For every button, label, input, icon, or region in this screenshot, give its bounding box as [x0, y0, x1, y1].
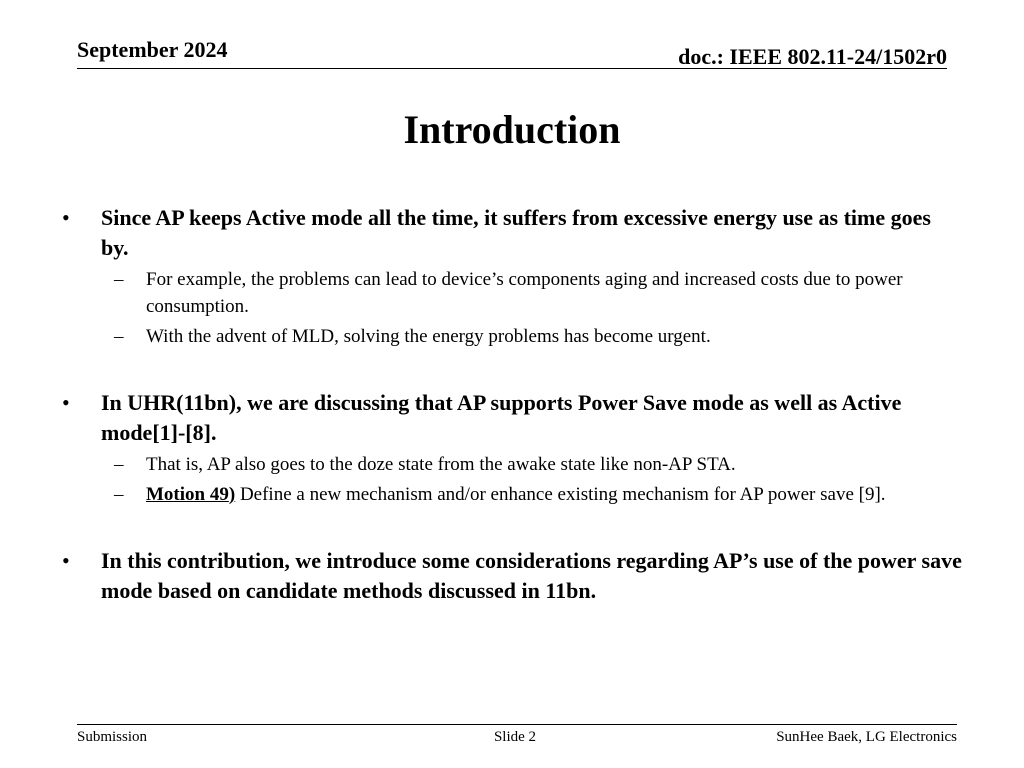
footer-author: SunHee Baek, LG Electronics: [776, 729, 957, 745]
header-divider: [77, 68, 947, 69]
dash-icon: –: [114, 326, 124, 347]
dash-icon: –: [114, 269, 124, 290]
motion-description: Define a new mechanism and/or enhance existing mechanism for AP power save [9].: [235, 484, 886, 505]
sub-bullet-item: [62, 266, 962, 320]
bullet-text: Since AP keeps Active mode all the time, it suffers from excessive energy use as time goes by.: [101, 205, 931, 260]
dash-icon: –: [114, 484, 124, 505]
sub-bullet-text: For example, the problems can lead to device’s components aging and increased costs due to power consumption.: [146, 269, 903, 317]
bullet-item: [62, 388, 962, 448]
bullet-dot-icon: •: [62, 548, 70, 573]
bullet-text: In this contribution, we introduce some considerations regarding AP’s use of the power save mode based on candidate methods discussed in 11bn.: [101, 548, 962, 603]
header-doc-id: doc.: IEEE 802.11-24/1502r0: [678, 44, 947, 69]
footer-submission: Submission: [77, 729, 148, 745]
sub-bullet-list: [62, 266, 962, 350]
bullet-dot-icon: •: [62, 205, 70, 230]
bullet-dot-icon: •: [62, 390, 70, 415]
bullet-text: In UHR(11bn), we are discussing that AP supports Power Save mode as well as Active mode[1]-[8].: [101, 390, 902, 445]
dash-icon: –: [114, 454, 124, 475]
motion-label: Motion 49): [146, 484, 236, 505]
sub-bullet-item: [62, 323, 962, 350]
sub-bullet-item: [62, 481, 962, 508]
sub-bullet-text: With the advent of MLD, solving the energy problems has become urgent.: [146, 326, 711, 347]
footer-slide-number: Slide 2: [493, 729, 537, 745]
sub-bullet-text: That is, AP also goes to the doze state from the awake state like non-AP STA.: [146, 454, 736, 475]
slide-title: Introduction: [403, 107, 621, 152]
header-date: September 2024: [77, 37, 228, 62]
slide-body: [62, 203, 962, 606]
bullet-item: [62, 546, 962, 606]
footer-divider: [77, 724, 957, 725]
bullet-item: [62, 203, 962, 263]
sub-bullet-item: [62, 451, 962, 478]
sub-bullet-list: [62, 451, 962, 508]
motion-text: [146, 481, 962, 508]
